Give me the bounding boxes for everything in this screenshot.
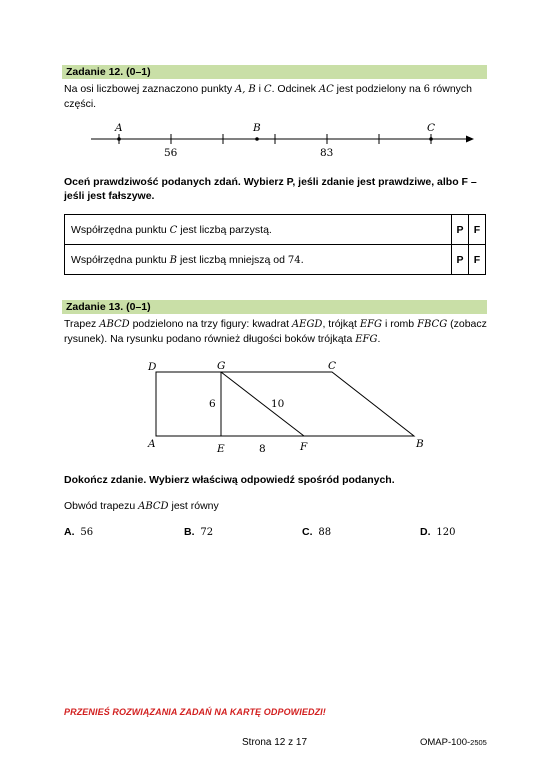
label-C: C [427, 122, 436, 134]
length-EF: 8 [259, 443, 266, 455]
segment-GF [221, 372, 304, 436]
point-B-dot [255, 137, 259, 141]
vertex-F: F [300, 441, 308, 453]
answer-option-c[interactable]: C. 88 [302, 526, 332, 538]
option-f-button[interactable]: F [469, 215, 486, 245]
point-A-dot [117, 137, 121, 141]
vertex-C: C [328, 360, 337, 372]
trapezoid-figure [0, 355, 552, 460]
length-GE: 6 [209, 398, 216, 410]
task-13-text: Trapez ABCD podzielono na trzy figury: kwadrat AEGD, trójkąt EFG i romb FBCG (zobacz rysunek). Na rysunku podano również długości boków trójkąta EFG. [64, 318, 487, 345]
vertex-D: D [148, 361, 157, 373]
option-f-button[interactable]: F [469, 245, 486, 275]
task-13-instruction: Dokończ zdanie. Wybierz właściwą odpowiedź spośród podanych. [64, 474, 395, 486]
task-12-header: Zadanie 12. (0–1) [62, 65, 487, 79]
statement-text: Współrzędna punktu C jest liczbą parzystą. [65, 215, 452, 245]
number-line-arrow [466, 136, 474, 143]
label-56: 56 [164, 147, 178, 159]
vertex-G: G [217, 360, 226, 372]
task-13-header: Zadanie 13. (0–1) [62, 300, 487, 314]
label-83: 83 [320, 147, 334, 159]
length-GF: 10 [271, 398, 285, 410]
vertex-B: B [416, 438, 424, 450]
task-12-instruction: Oceń prawdziwość podanych zdań. Wybierz P, jeśli zdanie jest prawdziwe, albo F – jeśli jest fałszywe. [64, 176, 477, 202]
statement-text: Współrzędna punktu B jest liczbą mniejszą od 74. [65, 245, 452, 275]
option-p-button[interactable]: P [452, 215, 469, 245]
answer-option-d[interactable]: D. 120 [420, 526, 456, 538]
vertex-A: A [148, 438, 156, 450]
task-12-text: Na osi liczbowej zaznaczono punkty A, B i C. Odcinek AC jest podzielony na 6 równych części. [64, 83, 473, 110]
option-p-button[interactable]: P [452, 245, 469, 275]
point-C-dot [429, 137, 433, 141]
transfer-answers-note: PRZENIEŚ ROZWIĄZANIA ZADAŃ NA KARTĘ ODPOWIEDZI! [64, 707, 326, 717]
page-number: Strona 12 z 17 [242, 737, 308, 748]
vertex-E: E [217, 443, 225, 455]
true-false-table [64, 214, 486, 275]
answer-option-a[interactable]: A. 56 [64, 526, 94, 538]
statement-row [65, 215, 486, 245]
label-A: A [115, 122, 123, 134]
trapezoid-ABCD [156, 372, 414, 436]
label-B: B [253, 122, 261, 134]
statement-row [65, 245, 486, 275]
task-13-question: Obwód trapezu ABCD jest równy [64, 500, 219, 512]
answer-option-b[interactable]: B. 72 [184, 526, 214, 538]
number-line [0, 115, 552, 165]
exam-code: OMAP-100-2505 [420, 737, 487, 748]
